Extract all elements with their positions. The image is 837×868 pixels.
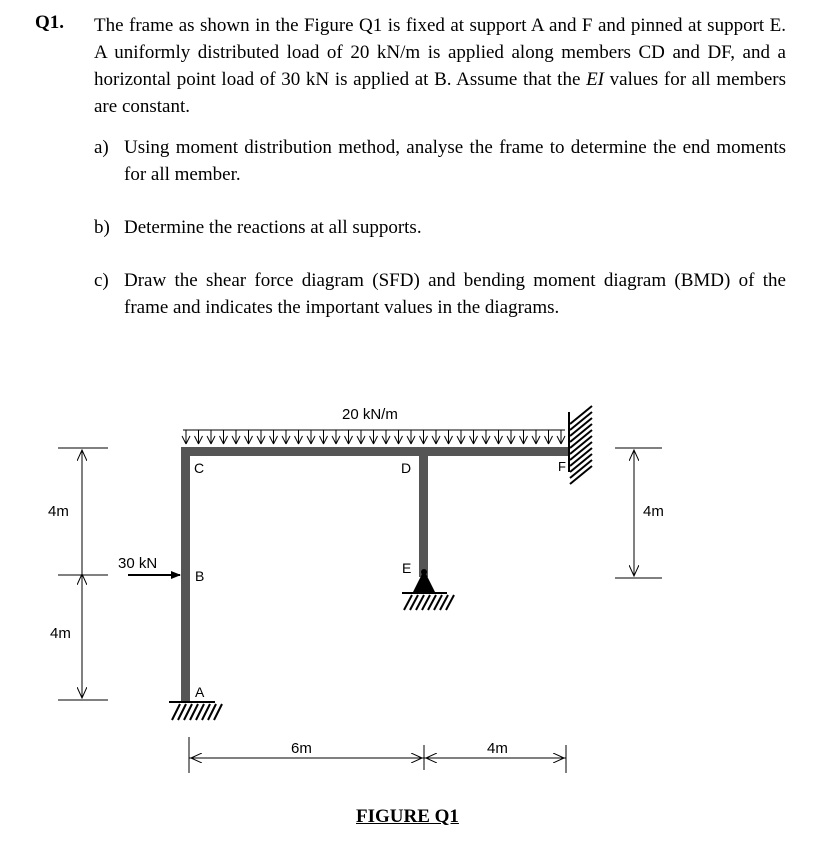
udl-arrow-head — [245, 436, 249, 444]
stem-text-2: values for all members are constant. — [94, 69, 786, 117]
udl-arrow-head — [486, 436, 490, 444]
dim-label-cd: 6m — [291, 740, 312, 757]
question-number: Q1. — [35, 12, 65, 33]
udl-arrow-head — [520, 436, 524, 444]
udl-arrow-head — [224, 436, 228, 444]
node-label-c: C — [194, 460, 205, 476]
udl-arrow-head — [199, 436, 203, 444]
udl-arrow-head — [499, 436, 503, 444]
udl-arrow-head — [349, 436, 353, 444]
member-de — [419, 447, 428, 577]
udl-arrow-head — [536, 436, 540, 444]
fixed-support-a — [169, 701, 222, 720]
stem-ei-symbol: EI — [586, 69, 604, 90]
member-ac — [181, 447, 190, 702]
udl-arrow-head — [436, 436, 440, 444]
part-b-label: b) — [94, 217, 110, 238]
udl-arrow-head — [357, 436, 361, 444]
udl-arrow-head — [370, 436, 374, 444]
fixed-support-f — [569, 406, 592, 484]
udl-label: 20 kN/m — [342, 406, 398, 423]
udl-arrow-head — [495, 436, 499, 444]
udl-arrow-head — [549, 436, 553, 444]
udl-arrow-head — [320, 436, 324, 444]
udl-arrow-head — [424, 436, 428, 444]
part-a-text: Using moment distribution method, analyse the frame to determine the end moments for all member. — [124, 137, 786, 185]
udl-arrow-head — [399, 436, 403, 444]
udl-arrow-head — [220, 436, 224, 444]
udl-arrow-head — [232, 436, 236, 444]
udl-arrow-head — [261, 436, 265, 444]
udl-arrow-head — [407, 436, 411, 444]
udl-arrow-head — [507, 436, 511, 444]
udl-arrow-head — [249, 436, 253, 444]
udl-arrow-head — [532, 436, 536, 444]
udl-arrow-head — [336, 436, 340, 444]
udl-arrow-head — [411, 436, 415, 444]
udl-arrow-head — [182, 436, 186, 444]
udl-arrow-head — [332, 436, 336, 444]
udl-arrow-head — [195, 436, 199, 444]
udl-arrow-head — [386, 436, 390, 444]
bottom-dimension — [189, 737, 566, 773]
dim-label-left-upper: 4m — [48, 503, 69, 520]
udl-arrow-head — [207, 436, 211, 444]
udl-arrow-head — [474, 436, 478, 444]
node-label-a: A — [195, 684, 205, 700]
node-label-d: D — [401, 460, 412, 476]
left-dimension — [58, 448, 108, 700]
stem-text-1: The frame as shown in the Figure Q1 is fixed at support A and F and pinned at support E. A uniformly distributed load of 20 kN/m is applied along members CD and DF, and a horizontal point load of 30 kN is applied at B. Assume that the — [94, 15, 786, 90]
part-a-label: a) — [94, 137, 109, 158]
udl-arrow-head — [545, 436, 549, 444]
udl-arrow-head — [470, 436, 474, 444]
dim-label-left-lower: 4m — [50, 625, 71, 642]
udl-arrow-head — [311, 436, 315, 444]
udl-arrow-head — [561, 436, 565, 444]
point-load-label: 30 kN — [118, 555, 158, 572]
udl-arrow-head — [461, 436, 465, 444]
udl-arrow-head — [361, 436, 365, 444]
udl-arrow-head — [324, 436, 328, 444]
part-c-label: c) — [94, 270, 109, 291]
node-label-b: B — [195, 568, 205, 584]
udl-arrow-head — [457, 436, 461, 444]
udl-arrow-head — [274, 436, 278, 444]
udl-arrow-head — [432, 436, 436, 444]
figure-caption: FIGURE Q1 — [356, 806, 459, 827]
udl-arrow-head — [270, 436, 274, 444]
udl-arrow-head — [449, 436, 453, 444]
udl-arrow-head — [482, 436, 486, 444]
udl-arrow-head — [295, 436, 299, 444]
udl-arrow-head — [236, 436, 240, 444]
udl-arrow-head — [445, 436, 449, 444]
udl-arrow-head — [511, 436, 515, 444]
frame-members — [181, 447, 568, 702]
udl-arrow-head — [257, 436, 261, 444]
udl-arrow-head — [420, 436, 424, 444]
node-label-f: F — [558, 459, 566, 474]
udl-arrow-head — [211, 436, 215, 444]
udl-arrow-head — [282, 436, 286, 444]
part-b-text: Determine the reactions at all supports. — [124, 217, 422, 238]
udl-arrows — [182, 430, 565, 444]
udl-arrow-head — [395, 436, 399, 444]
part-c-text: Draw the shear force diagram (SFD) and bending moment diagram (BMD) of the frame and indicates the important values in the diagrams. — [124, 270, 786, 318]
udl-arrow-head — [299, 436, 303, 444]
udl-arrow-head — [286, 436, 290, 444]
node-label-e: E — [402, 560, 412, 576]
udl-arrow-head — [374, 436, 378, 444]
dim-label-df: 4m — [487, 740, 508, 757]
dim-label-right: 4m — [643, 503, 664, 520]
udl-arrow-head — [382, 436, 386, 444]
udl-arrow-head — [307, 436, 311, 444]
member-cf — [181, 447, 568, 456]
udl-arrow-head — [186, 436, 190, 444]
udl-arrow-head — [524, 436, 528, 444]
udl-arrow-head — [345, 436, 349, 444]
udl-arrow-head — [557, 436, 561, 444]
